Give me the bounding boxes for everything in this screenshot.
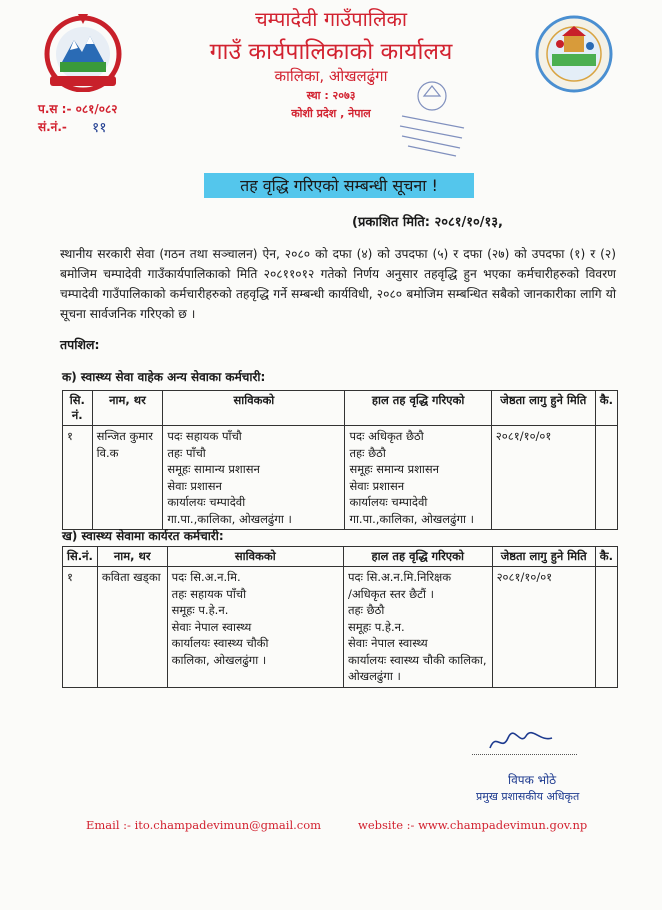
col-old: साविकको (167, 547, 343, 567)
province: कोशी प्रदेश , नेपाल (291, 107, 371, 120)
col-new: हाल तह वृद्धि गरिएको (343, 547, 492, 567)
cell-new (343, 567, 492, 688)
footer-email: Email :- ito.champadevimun@gmail.com (86, 818, 322, 832)
signatory-name: विपक भोठे (508, 773, 557, 787)
municipality-name: चम्पादेवी गाउँपालिका (254, 7, 408, 31)
cell-date: २०८१/१०/०१ (492, 567, 595, 688)
cell-old (163, 426, 345, 530)
notice-title: तह वृद्धि गरिएको सम्बन्धी सूचना ! (204, 173, 474, 198)
signatory-designation: प्रमुख प्रशासकीय अधिकृत (476, 790, 580, 803)
cell-name: सन्जित कुमार वि.क (92, 426, 163, 530)
col-sn: सि. नं. (63, 391, 93, 426)
published-date: (प्रकाशित मिति: २०८१/१०/१३, (352, 215, 503, 230)
new-line: समूहः प.हे.न. (347, 619, 405, 634)
new-line: तहः छैठौ (349, 445, 386, 460)
table-row (63, 567, 618, 688)
col-remark: कै. (595, 391, 617, 426)
established-year: स्था : २०७३ (306, 89, 356, 102)
old-line: कार्यालयः चम्पादेवी (167, 495, 246, 509)
section1-title: क) स्वास्थ्य सेवा वाहेक अन्य सेवाका कर्मचारी: (62, 370, 266, 384)
section2-title: ख) स्वास्थ्य सेवामा कार्यरत कर्मचारी: (62, 529, 224, 543)
cell-old (167, 567, 343, 688)
old-line: समूहः प.हे.न. (171, 603, 229, 617)
signature-line (472, 754, 577, 755)
table-row (63, 426, 618, 530)
cell-new (345, 426, 491, 530)
col-sn: सि.नं. (63, 547, 98, 567)
details-label: तपशिल: (60, 337, 100, 352)
new-line: कार्यालयः चम्पादेवी (349, 495, 428, 509)
registration-number: ११ (92, 120, 107, 136)
col-old: साविकको (163, 391, 345, 426)
new-line: ओखलढुंगा । (347, 669, 401, 683)
table-header-row (63, 547, 618, 567)
old-line: पदः सि.अ.न.मि. (171, 570, 241, 584)
old-line: कार्यालयः स्वास्थ्य चौकी (171, 636, 269, 650)
old-line: तहः पाँचौ (167, 445, 206, 460)
office-address: कालिका, ओखलढुंगा (274, 67, 388, 85)
new-line: गा.पा.,कालिका, ओखलढुंगा । (349, 511, 475, 526)
cell-remark (595, 567, 617, 688)
new-line: पदः अधिकृत छैठौ (349, 429, 424, 443)
old-line: पदः सहायक पाँचौ (167, 429, 242, 443)
new-line: कार्यालयः स्वास्थ्य चौकी कालिका, (347, 652, 487, 667)
cell-sn: १ (63, 567, 98, 688)
cell-name: कविता खड्का (97, 567, 167, 688)
section2-table (62, 546, 618, 688)
new-line: सेवाः नेपाल स्वास्थ्य (347, 636, 428, 650)
footer-website: website :- www.champadevimun.gov.np (358, 818, 588, 832)
cell-sn: १ (63, 426, 93, 530)
table-header-row (63, 391, 618, 426)
signature-mark (486, 728, 556, 754)
old-line: सेवाः नेपाल स्वास्थ्य (171, 619, 252, 634)
col-name: नाम, थर (92, 391, 163, 426)
cell-date: २०८१/१०/०१ (491, 426, 595, 530)
new-line: सेवाः प्रशासन (349, 478, 405, 493)
old-line: समूहः सामान्य प्रशासन (167, 462, 260, 476)
old-line: गा.पा.,कालिका, ओखलढुंगा । (167, 511, 292, 526)
col-date: जेष्ठता लागु हुने मिति (491, 391, 595, 426)
col-date: जेष्ठता लागु हुने मिति (492, 547, 595, 567)
new-line: तहः छैठौ (347, 603, 385, 617)
old-line: तहः सहायक पाँचौ (171, 586, 247, 601)
new-line: समूहः समान्य प्रशासन (349, 462, 440, 476)
new-line: पदः सि.अ.न.मि.निरिक्षक (347, 570, 452, 584)
office-name: गाउँ कार्यपालिकाको कार्यालय (209, 39, 453, 65)
section1-table (62, 390, 618, 530)
old-line: कालिका, ओखलढुंगा । (171, 652, 267, 667)
registration-label: सं.नं.- (38, 120, 67, 134)
reference-number: प.स :- ०८१/०८२ (38, 102, 118, 116)
cell-remark (595, 426, 617, 530)
col-remark: कै. (595, 547, 617, 567)
new-line: /अधिकृत स्तर छैटौं । (347, 586, 434, 601)
col-new: हाल तह वृद्धि गरिएको (345, 391, 491, 426)
old-line: सेवाः प्रशासन (167, 478, 222, 493)
notice-body: स्थानीय सरकारी सेवा (गठन तथा सञ्चालन) ऐन, २०८० को दफा (४) को उपदफा (५) र दफा (२७) को उपदफा (१) र (२) बमोजिम चम्पादेवी गाउँकार्यपालिकाको मिति २०८११०१२ गतेको निर्णय अनुसार तहवृद्धि हुन भएका कर्मचारीहरुको विवरण चम्पादेवी गाउँपालिकाको कर्मचारीहरुको तहवृद्धि गर्ने सम्बन्धी कार्यविधी, २०८० बमोजिम सम्बन्धित सबैको जानकारीका लागि यो सूचना सार्वजनिक गरिएको छ । (60, 247, 616, 321)
col-name: नाम, थर (97, 547, 167, 567)
office-stamp (384, 66, 480, 162)
